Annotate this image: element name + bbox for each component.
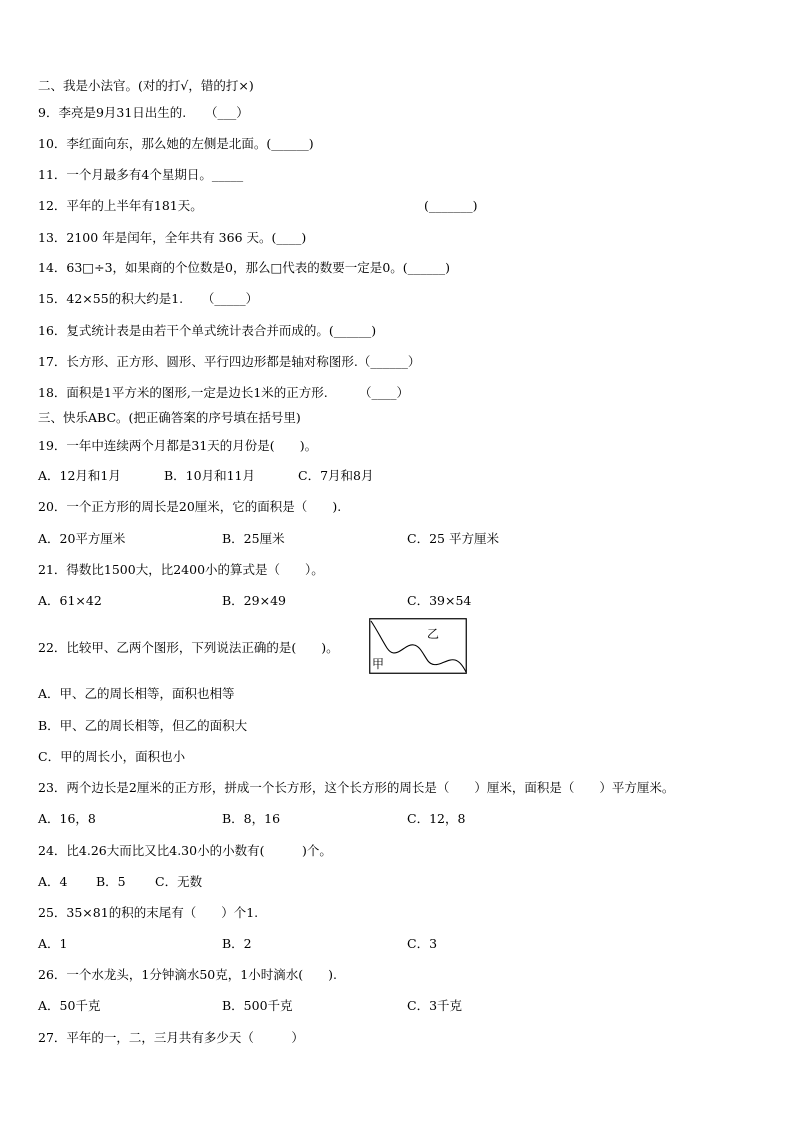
figure-label-jia: 甲 [372, 657, 385, 671]
question-22-option-a: A．甲、乙的周长相等，面积也相等 [38, 686, 235, 701]
question-25-option-a: A．1 [38, 936, 68, 951]
question-23-option-b: B．8，16 [222, 811, 281, 826]
question-19-option-b: B．10月和11月 [164, 468, 255, 483]
question-20-option-a: A．20平方厘米 [38, 531, 126, 546]
figure-label-yi: 乙 [427, 627, 440, 641]
question-12: 12．平年的上半年有181天。 [38, 198, 203, 213]
section-header-choice: 三、快乐ABC。(把正确答案的序号填在括号里) [38, 410, 301, 425]
question-19-option-c: C．7月和8月 [298, 468, 374, 483]
dividing-curve [371, 621, 466, 672]
question-19: 19．一年中连续两个月都是31天的月份是( )。 [38, 438, 318, 453]
question-12-blank: (_______) [424, 198, 478, 213]
question-13: 13．2100 年是闰年，全年共有 366 天。(____) [38, 230, 307, 245]
question-23: 23．两个边长是2厘米的正方形，拼成一个长方形，这个长方形的周长是（ ）厘米，面积是（ ）平方厘米。 [38, 780, 675, 795]
question-20: 20．一个正方形的周长是20厘米，它的面积是（ ). [38, 499, 342, 514]
question-16: 16．复式统计表是由若干个单式统计表合并而成的。(______) [38, 323, 377, 338]
question-22-option-b: B．甲、乙的周长相等，但乙的面积大 [38, 718, 248, 733]
question-25: 25．35×81的积的末尾有（ ）个1. [38, 905, 259, 920]
question-21-option-a: A．61×42 [38, 593, 102, 608]
question-15: 15．42×55的积大约是1. （_____） [38, 291, 259, 306]
question-25-option-b: B．2 [222, 936, 252, 951]
section-header-judge: 二、我是小法官。(对的打√，错的打×) [38, 78, 254, 93]
question-22-option-c: C．甲的周长小，面积也小 [38, 749, 186, 764]
question-26-option-c: C．3千克 [407, 998, 463, 1013]
question-17: 17．长方形、正方形、圆形、平行四边形都是轴对称图形.（______） [38, 354, 421, 369]
question-26: 26．一个水龙头，1分钟滴水50克，1小时滴水( ). [38, 967, 337, 982]
question-21-option-c: C．39×54 [407, 593, 472, 608]
question-23-option-c: C．12，8 [407, 811, 466, 826]
question-22: 22．比较甲、乙两个图形，下列说法正确的是( )。 [38, 640, 339, 655]
question-19-option-a: A．12月和1月 [38, 468, 121, 483]
question-26-option-b: B．500千克 [222, 998, 293, 1013]
question-10: 10．李红面向东，那么她的左侧是北面。(______) [38, 136, 314, 151]
question-20-option-c: C．25 平方厘米 [407, 531, 499, 546]
question-21-option-b: B．29×49 [222, 593, 286, 608]
question-23-option-a: A．16，8 [38, 811, 96, 826]
question-20-option-b: B．25厘米 [222, 531, 285, 546]
question-24-option-c: C．无数 [155, 874, 203, 889]
question-25-option-c: C．3 [407, 936, 438, 951]
question-18: 18．面积是1平方米的图形,一定是边长1米的正方形. （____） [38, 385, 410, 400]
question-11: 11．一个月最多有4个星期日。_____ [38, 167, 244, 182]
shape-comparison-figure [369, 618, 467, 674]
question-24-option-a: A．4 [38, 874, 68, 889]
question-27: 27．平年的一，二，三月共有多少天（ ） [38, 1030, 304, 1045]
question-24-option-b: B．5 [96, 874, 126, 889]
question-26-option-a: A．50千克 [38, 998, 101, 1013]
question-21: 21．得数比1500大，比2400小的算式是（ ）。 [38, 562, 324, 577]
question-14: 14．63□÷3，如果商的个位数是0，那么□代表的数要一定是0。(______) [38, 260, 451, 275]
figure-frame [370, 619, 467, 674]
question-9: 9．李亮是9月31日出生的. （___） [38, 105, 249, 120]
question-24: 24．比4.26大而比又比4.30小的小数有( )个。 [38, 843, 332, 858]
